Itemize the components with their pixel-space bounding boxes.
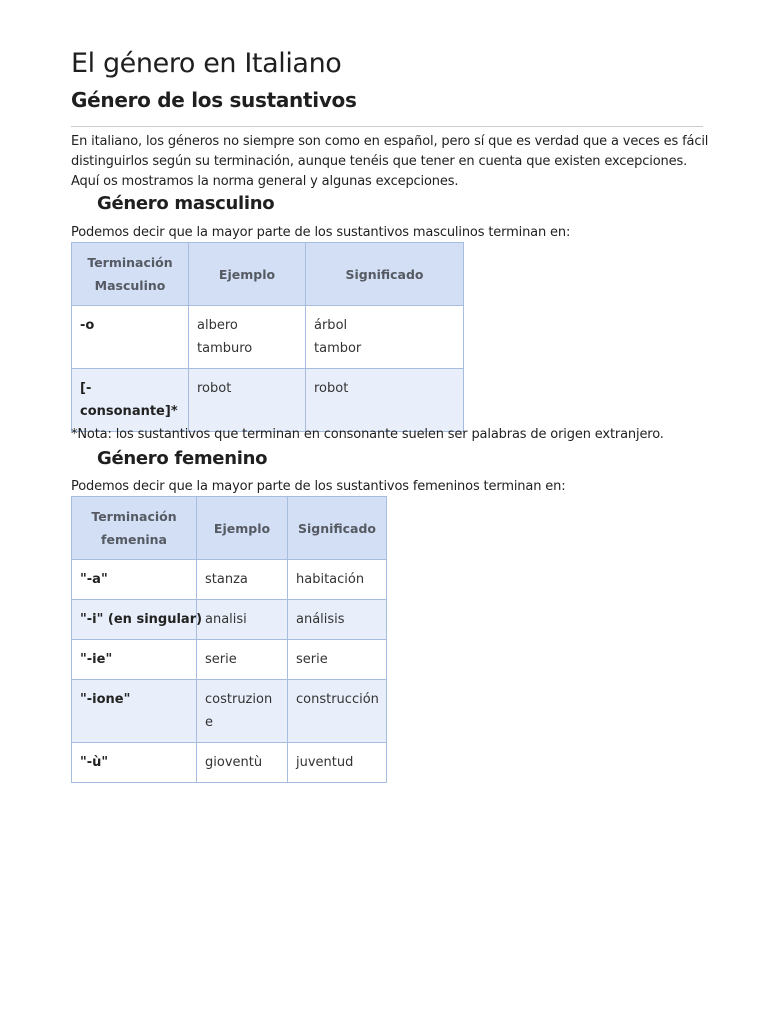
title-divider xyxy=(71,126,703,127)
intro-line: Aquí os mostramos la norma general y algunas excepciones. xyxy=(71,174,459,189)
termination-line: [- xyxy=(80,381,92,396)
termination-cell xyxy=(72,369,189,432)
page-subtitle: Género de los sustantivos xyxy=(71,88,357,112)
column-header: Significado xyxy=(288,497,387,560)
example-cell: gioventù xyxy=(197,743,288,783)
masculine-lead: Podemos decir que la mayor parte de los sustantivos masculinos terminan en: xyxy=(71,225,571,240)
table-header-row xyxy=(72,243,464,306)
table-row xyxy=(72,600,387,640)
meaning-cell: habitación xyxy=(288,560,387,600)
footnote: *Nota: los sustantivos que terminan en consonante suelen ser palabras de origen extranjero. xyxy=(71,427,664,442)
termination-cell: "-i" (en singular) xyxy=(72,600,197,640)
termination-line: consonante]* xyxy=(80,404,178,419)
meaning-cell: robot xyxy=(306,369,464,432)
termination-cell: "-ù" xyxy=(72,743,197,783)
intro-line: En italiano, los géneros no siempre son como en español, pero sí que es verdad que a veces es fácil xyxy=(71,134,709,149)
meaning-cell: juventud xyxy=(288,743,387,783)
example-cell: analisi xyxy=(197,600,288,640)
column-header: Ejemplo xyxy=(197,497,288,560)
termination-cell: "-a" xyxy=(72,560,197,600)
example-cell: serie xyxy=(197,640,288,680)
example-line: e xyxy=(205,715,213,730)
masculine-heading: Género masculino xyxy=(97,193,275,214)
example-cell xyxy=(197,680,288,743)
table-row xyxy=(72,743,387,783)
column-header: Significado xyxy=(306,243,464,306)
meaning-cell: serie xyxy=(288,640,387,680)
meaning-word: árbol xyxy=(314,318,348,333)
meaning-cell: análisis xyxy=(288,600,387,640)
table-row xyxy=(72,306,464,369)
table-row xyxy=(72,369,464,432)
meaning-cell: construcción xyxy=(288,680,387,743)
meaning-word: tambor xyxy=(314,341,362,356)
example-word: tamburo xyxy=(197,341,253,356)
termination-cell: "-ie" xyxy=(72,640,197,680)
page-title: El género en Italiano xyxy=(71,48,342,79)
termination-cell: "-ione" xyxy=(72,680,197,743)
meaning-cell xyxy=(306,306,464,369)
column-header: Terminación Masculino xyxy=(72,243,189,306)
example-cell: robot xyxy=(189,369,306,432)
example-line: costruzion xyxy=(205,692,273,707)
termination-cell: -o xyxy=(72,306,189,369)
feminine-lead: Podemos decir que la mayor parte de los sustantivos femeninos terminan en: xyxy=(71,479,566,494)
table-header-row xyxy=(72,497,387,560)
example-word: albero xyxy=(197,318,238,333)
column-header: Terminación femenina xyxy=(72,497,197,560)
intro-line: distinguirlos según su terminación, aunque tenéis que tener en cuenta que existen excepciones. xyxy=(71,154,688,169)
masculine-table xyxy=(71,242,464,432)
table-row xyxy=(72,640,387,680)
intro-paragraph xyxy=(71,132,709,192)
feminine-table xyxy=(71,496,387,783)
example-cell xyxy=(189,306,306,369)
table-row xyxy=(72,560,387,600)
feminine-heading: Género femenino xyxy=(97,448,268,469)
example-cell: stanza xyxy=(197,560,288,600)
table-row xyxy=(72,680,387,743)
column-header: Ejemplo xyxy=(189,243,306,306)
